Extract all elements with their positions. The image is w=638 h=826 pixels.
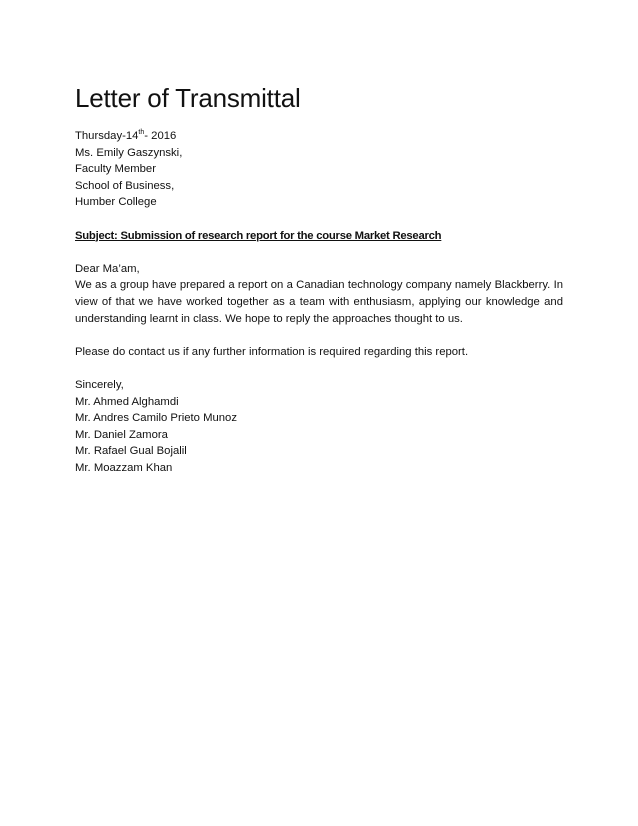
- spacer: [75, 360, 563, 377]
- signoff: Sincerely,: [75, 378, 124, 391]
- recipient-institution: Humber College: [75, 196, 157, 209]
- letter-title: Letter of Transmittal: [75, 83, 301, 113]
- date-ordinal-suffix: th: [138, 129, 145, 137]
- signatory: Mr. Daniel Zamora: [75, 428, 168, 441]
- closing-request: Please do contact us if any further information is required regarding this report.: [75, 345, 469, 358]
- letter-body: [75, 82, 563, 476]
- signatory: Mr. Ahmed Alghamdi: [75, 395, 179, 408]
- date-prefix: Thursday-14: [75, 130, 139, 142]
- signatory: Mr. Rafael Gual Bojalil: [75, 445, 187, 458]
- signatory: Mr. Moazzam Khan: [75, 461, 173, 474]
- letter-date: [75, 128, 563, 145]
- salutation: Dear Ma’am,: [75, 262, 140, 275]
- spacer: [75, 211, 563, 228]
- body-paragraph: We as a group have prepared a report on a Canadian technology company namely Blackberry. In view of that we have worked together as a team with enthusiasm, applying our knowledge and understanding learnt in class. We hope to reply the approaches thought to us.: [75, 279, 563, 325]
- signatory: Mr. Andres Camilo Prieto Munoz: [75, 412, 237, 425]
- letter-subject: Subject: Submission of research report for the course Market Research: [75, 229, 442, 242]
- recipient-name: Ms. Emily Gaszynski,: [75, 146, 183, 159]
- recipient-department: School of Business,: [75, 179, 175, 192]
- spacer: [75, 244, 563, 261]
- date-rest: - 2016: [144, 130, 177, 142]
- spacer: [75, 327, 563, 344]
- recipient-position: Faculty Member: [75, 163, 156, 176]
